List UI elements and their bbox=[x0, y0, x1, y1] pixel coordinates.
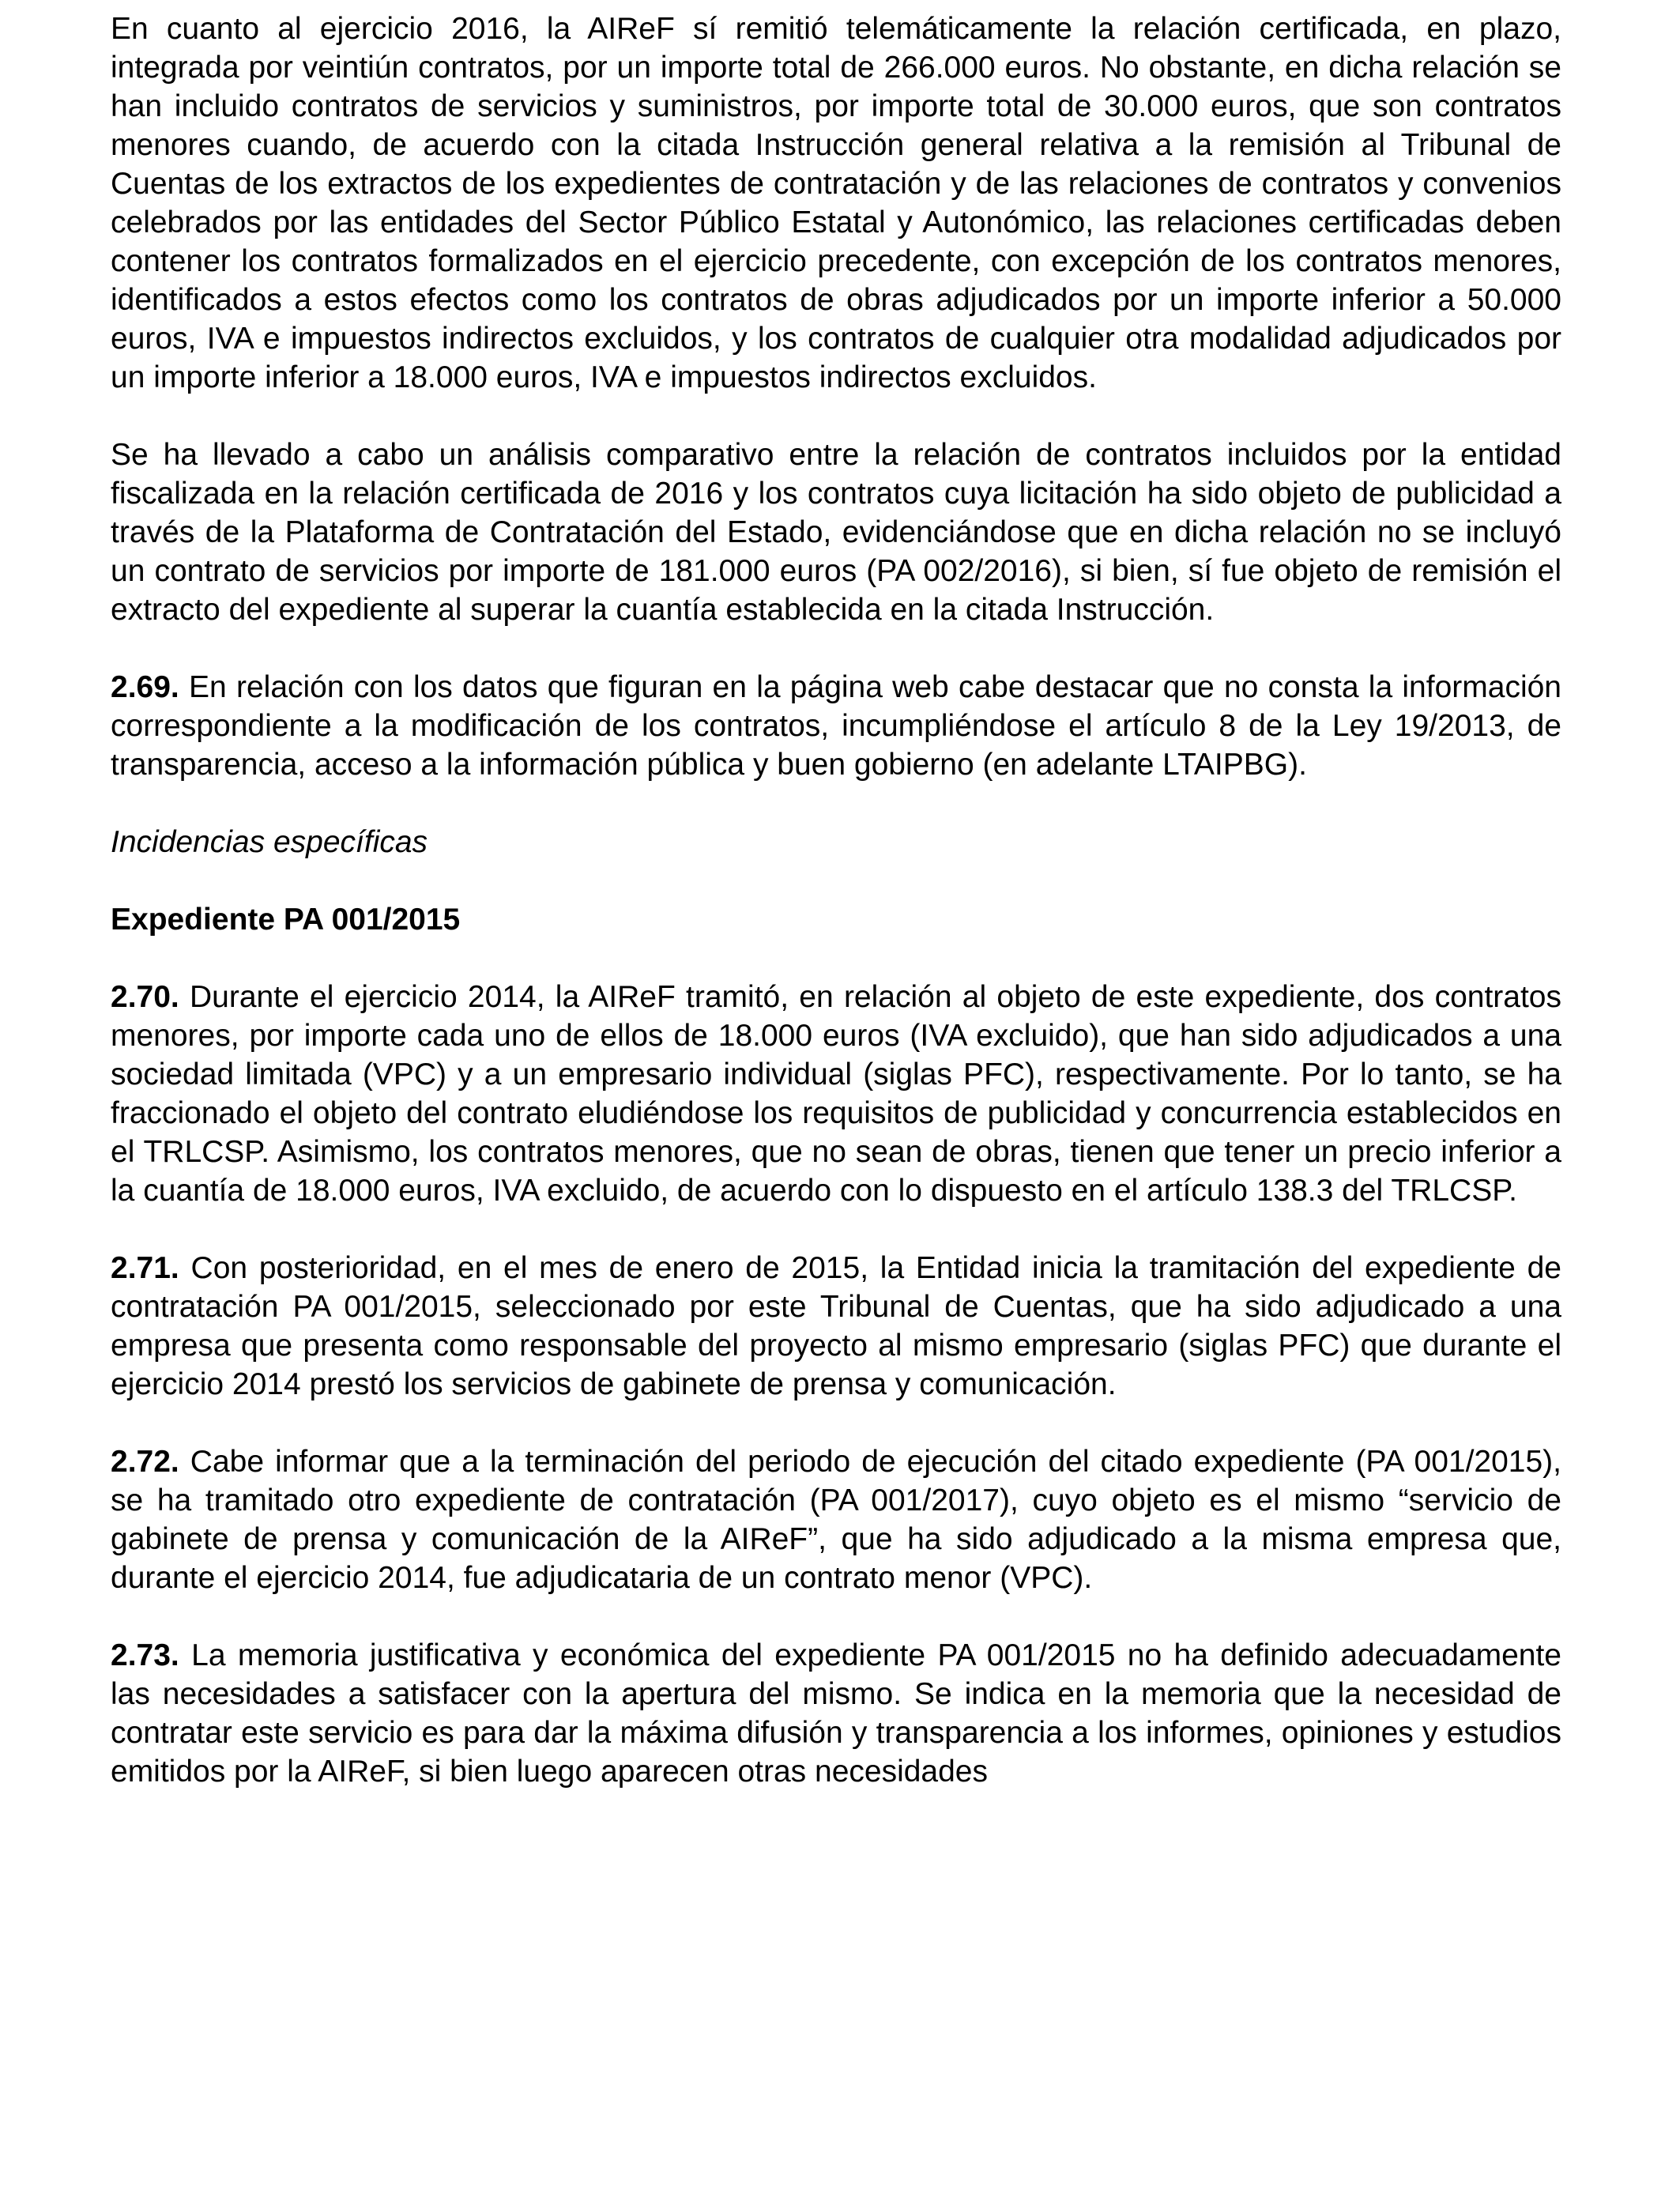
paragraph-number: 2.72. bbox=[111, 1445, 179, 1479]
paragraph-text: Cabe informar que a la terminación del periodo de ejecución del citado expediente (PA 001/2015), se ha tramitado otro expediente de contratación (PA 001/2017), cuyo objeto es el mismo “servicio de gabinete de prensa y comunicación de la AIReF”, que ha sido adjudicado a la misma empresa que, durante el ejercicio 2014, fue adjudicataria de un contrato menor (VPC). bbox=[111, 1445, 1561, 1595]
paragraph-relacion-2016 bbox=[111, 9, 1561, 397]
paragraph-number: 2.69. bbox=[111, 670, 179, 704]
paragraph-2-73 bbox=[111, 1636, 1561, 1791]
paragraph-text: Con posterioridad, en el mes de enero de 2015, la Entidad inicia la tramitación del expediente de contratación PA 001/2015, seleccionado por este Tribunal de Cuentas, que ha sido adjudicado a una empresa que presenta como responsable del proyecto al mismo empresario (siglas PFC) que durante el ejercicio 2014 prestó los servicios de gabinete de prensa y comunicación. bbox=[111, 1251, 1562, 1401]
paragraph-2-72 bbox=[111, 1442, 1561, 1597]
paragraph-number: 2.70. bbox=[111, 980, 179, 1014]
paragraph-text: En relación con los datos que figuran en la página web cabe destacar que no consta la información correspondiente a la modificación de los contratos, incumpliéndose el artículo 8 de la Ley 19/2013, de transparencia, acceso a la información pública y buen gobierno (en adelante LTAIPBG). bbox=[111, 670, 1561, 782]
paragraph-2-71 bbox=[111, 1249, 1561, 1404]
paragraph-2-70 bbox=[111, 978, 1561, 1210]
paragraph-text: La memoria justificativa y económica del expediente PA 001/2015 no ha definido adecuadamente las necesidades a satisfacer con la apertura del mismo. Se indica en la memoria que la necesidad de contratar este servicio es para dar la máxima difusión y transparencia a los informes, opiniones y estudios emitidos por la AIReF, si bien luego aparecen otras necesidades bbox=[111, 1638, 1561, 1789]
paragraph-text: Se ha llevado a cabo un análisis comparativo entre la relación de contratos incluidos por la entidad fiscalizada en la relación certificada de 2016 y los contratos cuya licitación ha sido objeto de publicidad a través de la Plataforma de Contratación del Estado, evidenciándose que en dicha relación no se incluyó un contrato de servicios por importe de 181.000 euros (PA 002/2016), si bien, sí fue objeto de remisión el extracto del expediente al superar la cuantía establecida en la citada Instrucción. bbox=[111, 438, 1561, 627]
paragraph-text: En cuanto al ejercicio 2016, la AIReF sí remitió telemáticamente la relación certificada, en plazo, integrada por veintiún contratos, por un importe total de 266.000 euros. No obstante, en dicha relación se han incluido contratos de servicios y suministros, por importe total de 30.000 euros, que son contratos menores cuando, de acuerdo con la citada Instrucción general relativa a la remisión al Tribunal de Cuentas de los extractos de los expedientes de contratación y de las relaciones de contratos y convenios celebrados por las entidades del Sector Público Estatal y Autonómico, las relaciones certificadas deben contener los contratos formalizados en el ejercicio precedente, con excepción de los contratos menores, identificados a estos efectos como los contratos de obras adjudicados por un importe inferior a 50.000 euros, IVA e impuestos indirectos excluidos, y los contratos de cualquier otra modalidad adjudicados por un importe inferior a 18.000 euros, IVA e impuestos indirectos excluidos. bbox=[111, 12, 1561, 394]
section-heading-bold: Expediente PA 001/2015 bbox=[111, 903, 461, 937]
section-heading-italic: Incidencias específicas bbox=[111, 825, 428, 859]
paragraph-number: 2.73. bbox=[111, 1638, 179, 1672]
paragraph-number: 2.71. bbox=[111, 1251, 179, 1285]
paragraph-2-69 bbox=[111, 668, 1561, 784]
paragraph-analisis-comparativo bbox=[111, 435, 1561, 629]
paragraph-text: Durante el ejercicio 2014, la AIReF tramitó, en relación al objeto de este expediente, dos contratos menores, por importe cada uno de ellos de 18.000 euros (IVA excluido), que han sido adjudicados a una sociedad limitada (VPC) y a un empresario individual (siglas PFC), respectivamente. Por lo tanto, se ha fraccionado el objeto del contrato eludiéndose los requisitos de publicidad y concurrencia establecidos en el TRLCSP. Asimismo, los contratos menores, que no sean de obras, tienen que tener un precio inferior a la cuantía de 18.000 euros, IVA excluido, de acuerdo con lo dispuesto en el artículo 138.3 del TRLCSP. bbox=[111, 980, 1561, 1208]
document-page bbox=[111, 9, 1561, 1830]
